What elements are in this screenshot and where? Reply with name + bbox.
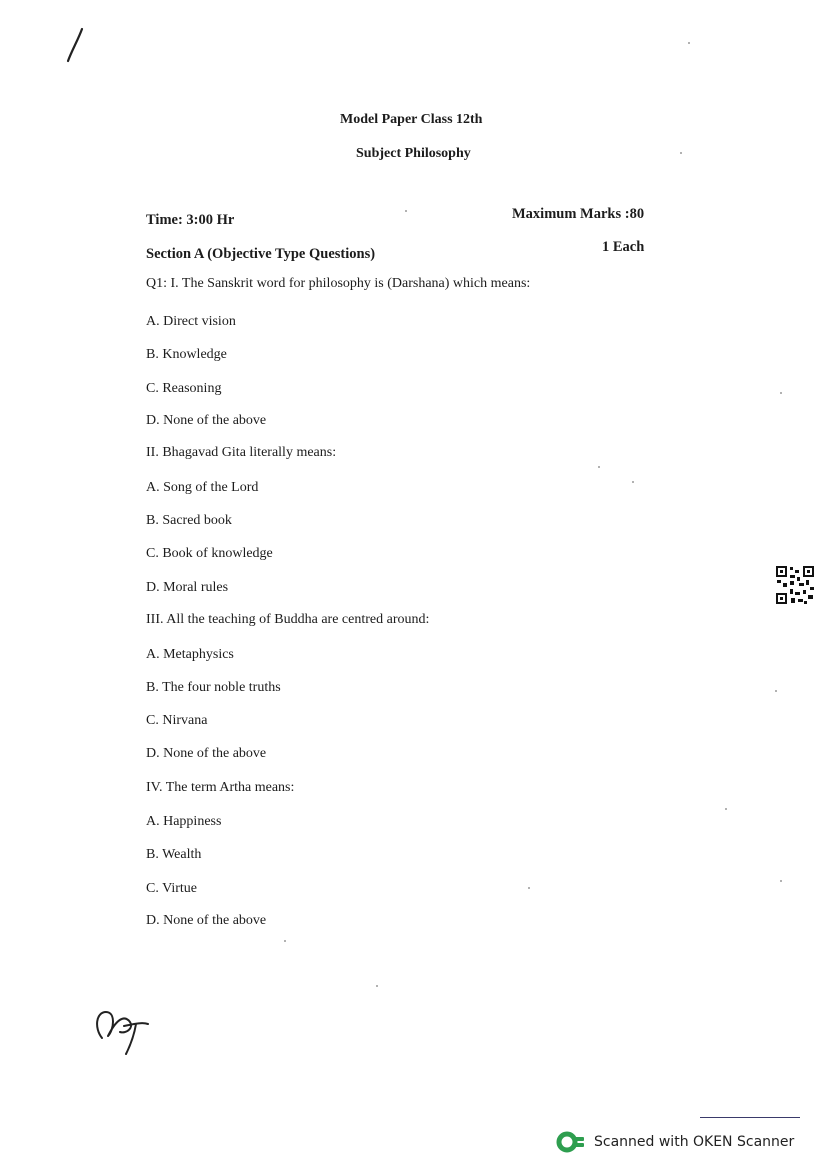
- handwritten-mark: [60, 26, 90, 66]
- option-item: A. Song of the Lord: [146, 480, 259, 495]
- option-item: B. Wealth: [146, 847, 202, 862]
- scan-speck: [528, 887, 530, 889]
- section-heading: Section A (Objective Type Questions): [146, 246, 376, 262]
- scan-speck: [376, 985, 378, 987]
- option-item: C. Book of knowledge: [146, 546, 273, 561]
- option-item: D. None of the above: [146, 413, 267, 428]
- scan-speck: [405, 210, 407, 212]
- scan-speck: [780, 880, 782, 882]
- scan-speck: [688, 42, 690, 44]
- question-text: IV. The term Artha means:: [146, 780, 295, 795]
- option-item: A. Direct vision: [146, 314, 236, 329]
- handwritten-signature: [90, 1000, 160, 1060]
- option-item: C. Virtue: [146, 881, 198, 896]
- scan-edge-line: [700, 1117, 800, 1118]
- option-item: B. Knowledge: [146, 347, 227, 362]
- qr-code-icon: [775, 565, 815, 605]
- option-item: A. Metaphysics: [146, 647, 234, 662]
- scanner-watermark: [556, 1131, 794, 1153]
- marks-each-label: 1 Each: [602, 239, 645, 255]
- question-text: Q1: I. The Sanskrit word for philosophy is (Darshana) which means:: [146, 276, 531, 291]
- option-item: A. Happiness: [146, 814, 222, 829]
- scan-speck: [632, 481, 634, 483]
- option-item: D. None of the above: [146, 913, 267, 928]
- scan-speck: [680, 152, 682, 154]
- option-item: D. Moral rules: [146, 580, 229, 595]
- question-text: II. Bhagavad Gita literally means:: [146, 445, 337, 460]
- scan-speck: [598, 466, 600, 468]
- paper-subject: Subject Philosophy: [356, 146, 471, 161]
- scanner-text: Scanned with OKEN Scanner: [594, 1134, 795, 1150]
- paper-title: Model Paper Class 12th: [340, 112, 483, 127]
- scan-speck: [775, 690, 777, 692]
- question-text: III. All the teaching of Buddha are centred around:: [146, 612, 430, 627]
- scan-speck: [780, 392, 782, 394]
- option-item: B. Sacred book: [146, 513, 232, 528]
- max-marks-label: Maximum Marks :80: [512, 206, 645, 222]
- scan-speck: [725, 808, 727, 810]
- oken-logo-icon: [556, 1131, 586, 1153]
- time-label: Time: 3:00 Hr: [146, 212, 235, 228]
- option-item: D. None of the above: [146, 746, 267, 761]
- option-item: C. Reasoning: [146, 381, 222, 396]
- option-item: B. The four noble truths: [146, 680, 281, 695]
- scan-speck: [284, 940, 286, 942]
- option-item: C. Nirvana: [146, 713, 208, 728]
